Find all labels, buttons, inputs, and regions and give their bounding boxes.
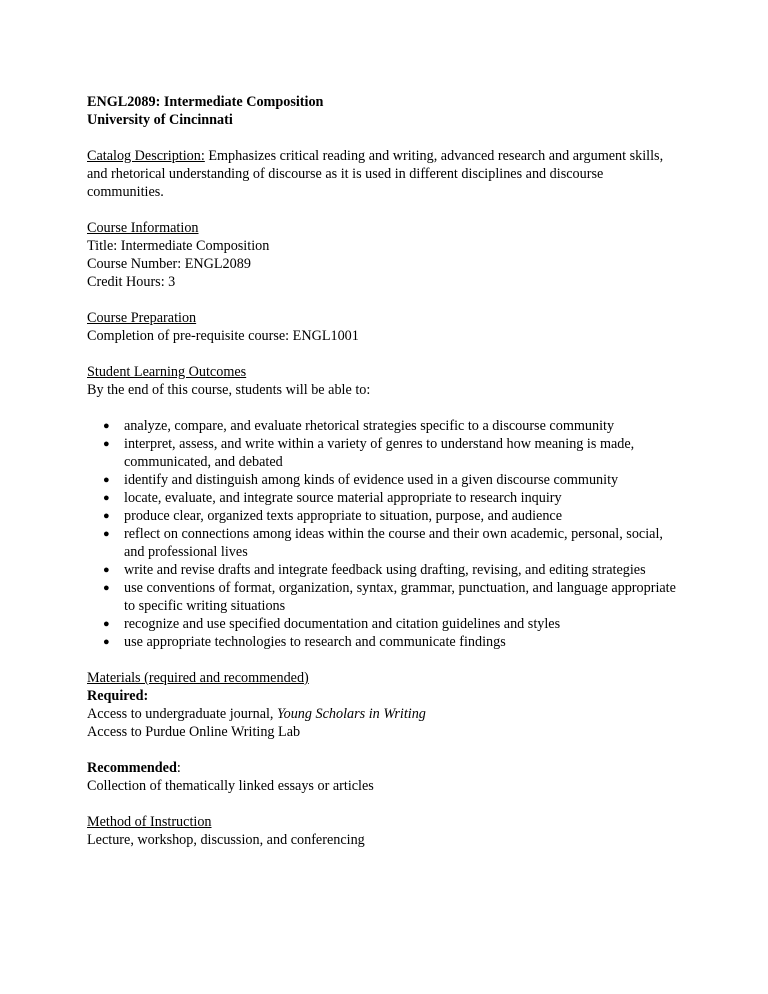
outcomes-list — [87, 417, 678, 651]
recommended-text: Collection of thematically linked essays or articles — [87, 778, 374, 794]
list-item: ● use conventions of format, organization, syntax, grammar, punctuation, and language appropriate to specific writing situations — [103, 580, 676, 614]
course-number-line: Course Number: ENGL2089 — [87, 256, 251, 272]
bullet-icon: ● — [103, 510, 110, 522]
bullet-icon: ● — [103, 438, 110, 450]
outcomes-heading: Student Learning Outcomes — [87, 364, 247, 380]
list-item: ● write and revise drafts and integrate feedback using drafting, revising, and editing strategies — [103, 562, 646, 578]
bullet-icon: ● — [103, 420, 110, 432]
journal-title: Young Scholars in Writing — [277, 706, 426, 722]
materials — [87, 669, 678, 741]
bullet-icon: ● — [103, 492, 110, 504]
bullet-icon: ● — [103, 564, 110, 576]
bullet-icon: ● — [103, 528, 110, 540]
recommended-materials — [87, 759, 678, 795]
list-item: ● interpret, assess, and write within a variety of genres to understand how meaning is made, communicated, and debated — [103, 436, 635, 470]
required-label: Required: — [87, 688, 149, 704]
bullet-icon: ● — [103, 618, 110, 630]
catalog-description — [87, 147, 678, 201]
course-header — [87, 93, 678, 129]
credit-hours-line: Credit Hours: 3 — [87, 274, 176, 290]
list-item: ● locate, evaluate, and integrate source material appropriate to research inquiry — [103, 490, 562, 506]
recommended-label: Recommended — [87, 760, 177, 776]
outcomes-intro: By the end of this course, students will be able to: — [87, 382, 371, 398]
preparation-heading: Course Preparation — [87, 310, 197, 326]
recommended-label-line: Recommended: — [87, 760, 181, 776]
course-title: ENGL2089: Intermediate Composition — [87, 94, 324, 110]
course-information — [87, 219, 678, 291]
instruction-heading: Method of Instruction — [87, 814, 212, 830]
list-item: ● identify and distinguish among kinds of evidence used in a given discourse community — [103, 472, 619, 488]
list-item: ● recognize and use specified documentation and citation guidelines and styles — [103, 616, 561, 632]
university-name: University of Cincinnati — [87, 112, 233, 128]
course-info-heading: Course Information — [87, 220, 199, 236]
list-item: ● reflect on connections among ideas within the course and their own academic, personal, social, and professional lives — [103, 526, 663, 560]
bullet-icon: ● — [103, 582, 110, 594]
owl-line: Access to Purdue Online Writing Lab — [87, 724, 301, 740]
catalog-label: Catalog Description: — [87, 148, 205, 164]
course-title-line: Title: Intermediate Composition — [87, 238, 270, 254]
journal-line: Access to undergraduate journal, Young Scholars in Writing — [87, 706, 426, 722]
bullet-icon: ● — [103, 474, 110, 486]
method-of-instruction — [87, 813, 678, 849]
list-item: ● analyze, compare, and evaluate rhetorical strategies specific to a discourse community — [103, 418, 615, 434]
bullet-icon: ● — [103, 636, 110, 648]
learning-outcomes — [87, 363, 678, 399]
course-preparation — [87, 309, 678, 345]
list-item: ● use appropriate technologies to research and communicate findings — [103, 634, 506, 650]
instruction-text: Lecture, workshop, discussion, and conferencing — [87, 832, 365, 848]
preparation-text: Completion of pre-requisite course: ENGL1001 — [87, 328, 359, 344]
list-item: ● produce clear, organized texts appropriate to situation, purpose, and audience — [103, 508, 563, 524]
catalog-text: Emphasizes critical reading and writing, advanced research and argument skills, and rhetorical understanding of discourse as it is used in different disciplines and discourse communities. — [87, 148, 664, 200]
materials-heading: Materials (required and recommended) — [87, 670, 309, 686]
